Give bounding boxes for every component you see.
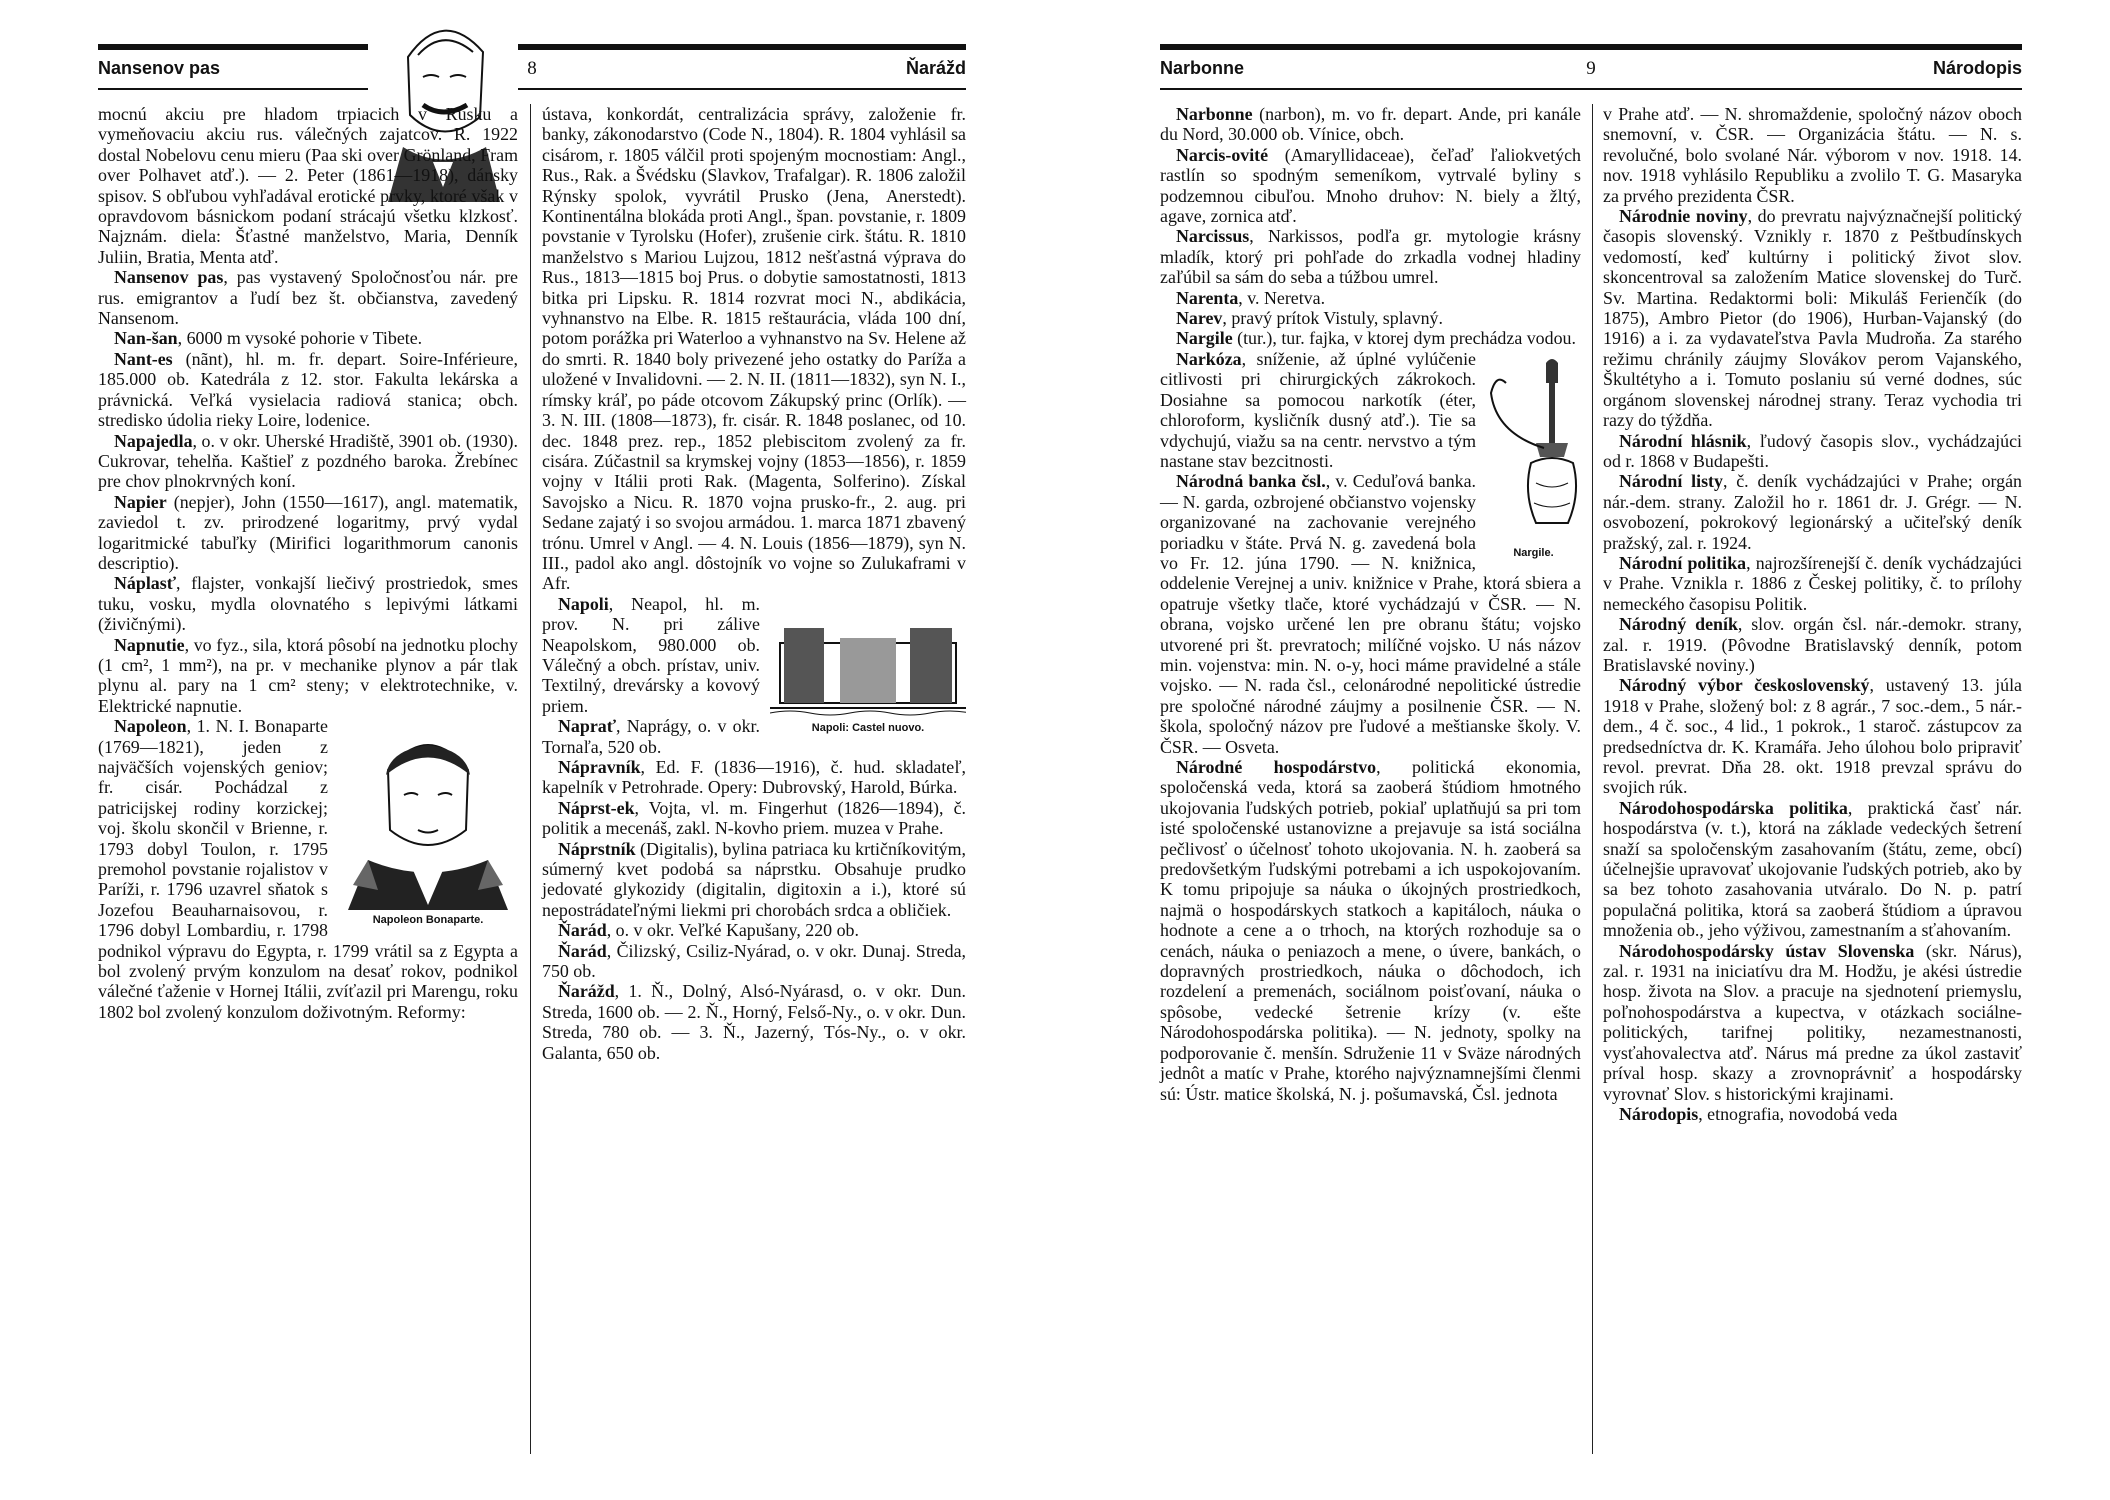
headword: Ňarád <box>558 920 607 941</box>
entry-paragraph: Náprstník (Digitalis), bylina patriaca ku krtičníkovitým, súmerný kvet podobá sa náprstku. Obsahuje prudko jedovaté glykozidy (digitalin, digitoxin a i.), ktoré sú nepostrádateľnými liekmi pri chorobách srdca a obličiek. <box>542 838 966 920</box>
headword: Národný deník <box>1619 614 1738 635</box>
headword: Národopis <box>1619 1103 1699 1124</box>
column-gutter <box>1592 104 1593 1454</box>
castel-caption: Napoli: Castel nuovo. <box>811 721 925 734</box>
running-header <box>98 58 966 88</box>
napoleon-portrait-icon <box>338 720 518 910</box>
entry-paragraph: Nansenov pas, pas vystavený Spoločnosťou nár. pre rus. emigrantov a ľudí bez št. občianstva, zavedený Nansenom. <box>98 267 518 329</box>
entry-paragraph: Národnie noviny, do prevratu najvýznačnejší politický časopis slovenský. Vznikly r. 1870 z Peštbudínskych vedomostí, keď kultúrny i politický život slov. skoncentroval sa založením Matice slovenskej do Turč. Sv. Martina. Redaktormi boli: Mikuláš Ferienčík (do 1875), Ambro Pietor (do 1906), Hurban-Vajanský (do 1916) a i. za vydavateľstva Pavla Mudroňa. Za starého režimu chránily záujmy Slovákov perom Vajanského, Škultétyho a i. Tomuto poslaniu sú verné dodnes, súc orgánom slovenskej národnej strany. Teraz vychodia tri razy do týždňa. <box>1603 206 2022 431</box>
headword: Náprst-ek <box>558 797 635 818</box>
entry-paragraph: Narev, pravý prítok Vistuly, splavný. <box>1176 308 1443 329</box>
headword: Ňarážd <box>558 981 615 1002</box>
headword: Napnutie <box>114 634 185 655</box>
entry-paragraph: v Prahe atď. — N. shromaždenie, spoločný názov oboch snemovní, v. ČSR. — Organizácia štátu. — N. s. revolučné, bolo svolané Nár. výborom v nov. 1918. 14. nov. 1918 vyhlásilo Republiku a zvolilo T. G. Masaryka za prvého prezidenta ČSR. <box>1603 104 2022 206</box>
entry-paragraph: Napoleon, 1. N. I. Bonaparte (1769—1821), jeden z najväčších vojenských geniov; fr. cisár. Pochádzal z patricijskej rodiny korzickej; voj. školu skončil v Brienne, r. 1793 dobyl Toulon, r. 1795 premohol povstanie rojalistov v Paríži, r. 1796 uzavrel sňatok s Jozefou Beauharnaisovou, r. 1796 dobyl Lombardiu, r. 1798 podnikol výpravu do Egypta, r. 1799 vrátil sa z Egypta a bol zvolený prvým konzulom na desať rokov, podnikol válečné ťaženie v Hornej Itálii, zvíťazil pri Marengu, roku 1802 bol zvolený konzulom doživotným. Reformy: <box>98 716 518 1022</box>
headword: Nargile <box>1176 328 1233 349</box>
headword: Nant-es <box>114 348 173 369</box>
entry-paragraph: Nan-šan, 6000 m vysoké pohorie v Tibete. <box>114 328 423 349</box>
entry-paragraph: Náprst-ek, Vojta, vl. m. Fingerhut (1826—1894), č. politik a mecenáš, zakl. N-kovho priem. muzea v Prahe. <box>542 797 966 839</box>
entry-paragraph: Národopis, etnografia, novodobá veda <box>1619 1103 1898 1124</box>
nargile-figure <box>1486 353 1581 563</box>
headword: Náprstník <box>558 838 636 859</box>
top-rule <box>1160 44 2022 50</box>
headword: Národohospodárska politika <box>1619 797 1848 818</box>
headword: Národná banka čsl. <box>1176 471 1326 492</box>
header-right-word: Ňarážd <box>905 58 966 78</box>
entry-paragraph: Narkóza, sníženie, až úplné vylúčenie citlivosti pri chirurgických zákrokoch. Dosiahne sa pomocou narkotík (éter, chloroform, kysličník dusný atď.). Tie sa vdychujú, viažu sa na centr. nervstvo a tým nastane stav bezcitnosti. <box>1160 348 1476 471</box>
hookah-icon <box>1486 353 1581 543</box>
right-column-2 <box>1603 104 2022 1124</box>
entry-paragraph: Narbonne (narbon), m. vo fr. depart. Ande, pri kanále du Nord, 30.000 ob. Vínice, obch. <box>1160 104 1581 145</box>
headword: Náplasť <box>114 573 177 594</box>
entry-paragraph: Ňarád, o. v okr. Veľké Kapušany, 220 ob. <box>558 920 859 941</box>
headword: Narcissus <box>1176 226 1250 247</box>
entry-paragraph: Národní hlásnik, ľudový časopis slov., vychádzajúci od r. 1868 v Budapešti. <box>1603 430 2022 471</box>
entry-paragraph: Narcis-ovité (Amaryllidaceae), čeľaď ľaliokvetých rastlín so spodným semeníkom, vytrvalé byliny s podzemnou cibuľou. Mnoho druhov: N. biely a žltý, agave, zornica atď. <box>1160 144 1581 227</box>
entry-paragraph: Náplasť, flajster, vonkajší liečivý prostriedok, smes tuku, vosku, mydla olovnatého s lepivými látkami (živičnými). <box>98 573 518 635</box>
entry-paragraph: Nápravník, Ed. F. (1836—1916), č. hud. skladateľ, kapelník v Petrohrade. Opery: Dubrovský, Harold, Búrka. <box>542 757 966 798</box>
entry-paragraph: Narenta, v. Neretva. <box>1176 287 1326 308</box>
headword: Napier <box>114 491 167 512</box>
headword: Nápravník <box>558 757 641 777</box>
entry-paragraph: Nant-es (nãnt), hl. m. fr. depart. Soire-Inférieure, 185.000 ob. Katedrála z 12. stor. Fakulta lekárska a právnická. Veľká vysielacia radiová stanica; obch. stredisko údolia rieky Loire, lodenice. <box>98 348 518 431</box>
headword: Narenta <box>1176 287 1239 308</box>
entry-paragraph: Národné hospodárstvo, politická ekonomia, spoločenská veda, ktorá sa zaoberá štúdiom hmotného ukojovania ľudských potrieb, pokiaľ uplatňujú sa pri tom isté spoločenské ustanovizne a prejavuje sa istá sociálna pečlivosť o účelnosť tohoto ukojovania. N. h. zaoberá sa predovšetkým ľudskými potrebami a ich uspokojovaním. K tomu pripojuje sa náuka o úkojných prostriedkoch, najmä o hospodárskych statkoch a kapitáloch, náuka o hodnote a cene a o trhoch, na ktorých rozhoduje sa o cenách, náuka o peniazoch a mene, o úvere, bankách, o dopravných prostriedkoch, náuka o dôchodoch, ich rozdelení a premenách, sociálnom poisťovaní, náuka o spôsobe, vedecké šetrenie krízy (v. ešte Národohospodárska politika). — N. jednoty, spolky na podporovanie č. menšín. Sdruženie 11 v Sväze národných jednôt a matíc v Prahe, ktorého najvýznamnejšími členmi sú: Ústr. matice školská, N. j. pošumavská, Čsl. jednota <box>1160 757 1581 1104</box>
entry-paragraph: Národná banka čsl., v. Ceduľová banka. — N. garda, ozbrojené občianstvo vojensky organizované na zachovanie verejného poriadku v štáte. Prvá N. g. zavedená bola vo Fr. 12. júna 1790. — N. knižnica, oddelenie Verejnej a univ. knižnice v Prahe, ktorá sbiera a opatruje všetky tlače, ktoré vychádzajú v ČSR. — N. obrana, vojsko určené len pre obranu štátu; vojsko utvorené pri št. prevratoch; milíčné vojsko. U nás názov min. vojenstva: min. N. o-y, hoci máme pravidelné a stále vojsko. — N. rada čsl., celonárodné nepolitické ústredie pre spoločné národné záujmy a posilnenie ČSR. — N. škola, spoločný názov pre ľudové a meštianske školy. V. ČSR. — Osveta. <box>1160 471 1581 757</box>
entry-paragraph: Národohospodársky ústav Slovenska (skr. Nárus), zal. r. 1931 na iniciatívu dra M. Hodžu, je akési ústredie hosp. života na Slov. a pracuje na sjednotení priemyslu, poľnohospodárstva a kupectva, v otázkach sociálne-politických, tarifnej politiky, nezamestnanosti, vysťahovalectva atď. Nárus má predne za úkol zastaviť príval hosp. skazy a zrovnoprávniť a hospodársky vyrovnať Slov. s historickými krajinami. <box>1603 940 2022 1104</box>
left-column-1 <box>98 104 518 1022</box>
header-left-word: Narbonne <box>1160 58 1245 78</box>
entry-paragraph: mocnú akciu pre hladom trpiacich v Rusku a vymeňovaciu akciu rus. válečných zajatcov. R. 1922 dostal Nobelovu cenu mieru (Paa ski over Grönland, Fram over Polhavet atď.). — 2. Peter (1861—1918), dánsky spisov. S obľubou vyhľadával erotické prvky, ktoré však v opravdovom básnickom podaní strácajú všetku klzkosť. Najznám. diela: Šťastné manželstvo, Maria, Denník Juliin, Bratia, Menta atď. <box>98 104 518 267</box>
entry-paragraph: Národohospodárska politika, praktická časť nár. hospodárstva (v. t.), ktorá na základe vedeckých šetrení snaží sa spoločenským zasahovaním (štátu, zeme, obcí) účelnejšie upravovať ukojovanie ľudských potrieb, ako by sa bez tohoto zasahovania utváralo. Do N. p. patrí populačná politika, ktorá sa zaoberá štúdiom a úpravou množenia ob., jeho výživou, zamestnaním a sťahovaním. <box>1603 797 2022 941</box>
headword: Ňarád <box>558 940 607 961</box>
headword: Národné hospodárstvo <box>1176 757 1377 777</box>
headword: Narkóza <box>1176 348 1242 369</box>
napoleon-figure <box>338 720 518 930</box>
entry-paragraph: Naprať, Naprágy, o. v okr. Tornaľa, 520 ob. <box>542 716 760 757</box>
left-column-2 <box>542 104 966 1063</box>
column-gutter <box>530 104 531 1454</box>
headword: Napajedla <box>114 430 193 451</box>
headword: Národnie noviny <box>1619 206 1748 227</box>
header-rule <box>1160 88 2022 90</box>
entry-paragraph: Národní listy, č. deník vychádzajúci v Prahe; orgán nár.-dem. strany. Založil ho r. 1861 dr. J. Grégr. — N. osvobození, pokrokový legionárský a učiteľský deník pražský, zal. r. 1924. <box>1603 471 2022 553</box>
headword: Národní politika <box>1619 552 1747 573</box>
headword: Narbonne <box>1176 104 1253 124</box>
napoleon-caption: Napoleon Bonaparte. <box>372 914 484 927</box>
castle-illustration-icon <box>770 598 966 718</box>
right-column-1 <box>1160 104 1581 1104</box>
header-rule <box>98 88 966 90</box>
running-header <box>1160 58 2022 88</box>
headword: Národohospodársky ústav Slovenska <box>1619 940 1915 961</box>
headword: Napoleon <box>114 716 187 737</box>
page-number: 9 <box>1586 58 1596 79</box>
page-number: 8 <box>527 58 537 79</box>
header-right-word: Národopis <box>1932 58 2022 78</box>
entry-paragraph: Napnutie, vo fyz., sila, ktorá pôsobí na jednotku plochy (1 cm², 1 mm²), na pr. v mechanike plynov a pár tlak plynu al. pary na 1 cm² steny; v elektrotechnike, v. Elektrické napnutie. <box>98 634 518 716</box>
headword: Narcis-ovité <box>1176 144 1269 165</box>
left-page <box>98 44 966 1464</box>
headword: Narev <box>1176 308 1223 329</box>
headword: Národní listy <box>1619 471 1723 492</box>
entry-paragraph: Národný deník, slov. orgán čsl. nár.-demokr. strany, zal. r. 1919. (Pôvodne Bratislavský denník, potom Bratislavské noviny.) <box>1603 614 2022 675</box>
headword: Napoli <box>558 593 609 614</box>
entry-paragraph: ústava, konkordát, centralizácia správy, založenie fr. banky, zákonodarstvo (Code N., 1804). R. 1804 vyhlásil sa cisárom, r. 1805 válčil proti spojeným mocnostiam: Angl., Rus., Rak. a Švédsku (Slavkov, Trafalgar). R. 1806 založil Rýnsky spolok, vyvrátil Prusko (Jena, Anerstedt). Kontinentálna blokáda proti Angl., špan. povstanie, r. 1809 povstanie v Tyrolsku (Hofer), zrušenie cirk. štátu. R. 1810 manželstvo s Mariou Lujzou, 1812 nešťastná výprava do Rus., 1813—1815 boj Prus. o dobytie samostatnosti, 1813 bitka pri Lipsku. R. 1814 rozvrat moci N., abdikácia, vyhnanstvo na Elbe. R. 1815 reštaurácia, vláda 100 dní, potom porážka pri Waterloo a vyhnanstvo na Sv. Helene až do smrti. R. 1840 boly privezené jeho ostatky do Paríža a uložené v Invalidovni. — 2. N. II. (1811—1832), syn N. I., rímsky kráľ, po páde otcovom Zákupský princ (Orlík). — 3. N. III. (1808—1873), fr. cisár. R. 1848 poslanec, od 10. dec. 1848 prez. rep., 1852 plebiscitom zvolený za fr. cisára. Zúčastnil sa krymskej vojny (1853—1856), r. 1859 vojny v Itálii proti Rak. (Magenta, Solferino). Získal Savojsko a Nicu. R. 1870 vojna prusko-fr., 2. aug. pri Sedane zajatý i so svojou armádou. 1. marca 1871 zbavený trónu. Umrel v Angl. — 4. N. Louis (1856—1879), syn N. III., padol ako angl. dôstojník vo vojne so Zulukaframi v Afr. <box>542 104 966 594</box>
castel-figure <box>770 598 966 738</box>
headword: Národní hlásnik <box>1619 430 1747 451</box>
entry-paragraph: Ňarád, Čilizský, Csiliz-Nyárad, o. v okr. Dunaj. Streda, 750 ob. <box>542 940 966 982</box>
headword: Národný výbor československý <box>1619 675 1870 696</box>
entry-paragraph: Národný výbor československý, ustavený 13. júla 1918 v Prahe, složený bol: z 8 agrár., 7 soc.-dem., 5 nár.-dem., 4 č. soc., 4 lid., 1 pokrok., 1 staroč. zástupcov za predsedníctva dr. K. Kramářa. Jeho úlohou bolo pripraviť revol. prevrat. Dňa 28. okt. 1918 prevzal správu do svojich rúk. <box>1603 675 2022 798</box>
entry-paragraph: Národní politika, najrozšírenejší č. deník vychádzajúci v Prahe. Vznikla r. 1886 z Českej politiky, č. to prílohy nemeckého časopisu Politik. <box>1603 552 2023 614</box>
headword: Nansenov pas <box>114 267 224 288</box>
nargile-caption: Nargile. <box>1513 546 1554 559</box>
entry-paragraph: Napoli, Neapol, hl. m. prov. N. pri zálive Neapolskom, 980.000 ob. Válečný a obch. prístav, univ. Textilný, drevársky a kovový priem. <box>542 593 760 716</box>
headword: Naprať <box>558 716 617 737</box>
entry-paragraph: Napajedla, o. v okr. Uherské Hradiště, 3901 ob. (1930). Cukrovar, tehelňa. Kaštieľ z pozdného baroka. Žrebínec pre chov plnokrvných koní. <box>98 430 518 492</box>
header-left-word: Nansenov pas <box>98 58 221 78</box>
headword: Nan-šan <box>114 328 178 349</box>
entry-paragraph: Nargile (tur.), tur. fajka, v ktorej dym prechádza vodou. <box>1176 328 1576 349</box>
top-rule <box>98 44 966 50</box>
right-page <box>1160 44 2022 1464</box>
entry-paragraph: Narcissus, Narkissos, podľa gr. mytologie krásny mladík, ktorý pri pohľade do zrkadla vodnej hladiny zaľúbil sa sám do seba a túžbou umrel. <box>1160 226 1581 288</box>
entry-paragraph: Napier (nepjer), John (1550—1617), angl. matematik, zaviedol t. zv. prirodzené logaritmy, prvý vydal logaritmické tabuľky (Mirifici logarithmorum canonis descriptio). <box>98 491 518 573</box>
entry-paragraph: Ňarážd, 1. Ň., Dolný, Alsó-Nyárasd, o. v okr. Dun. Streda, 1600 ob. — 2. Ň., Horný, Felső-Ny., o. v okr. Dun. Streda, 780 ob. — 3. Ň., Jazerný, Tós-Ny., o. v okr. Galanta, 650 ob. <box>542 981 966 1063</box>
